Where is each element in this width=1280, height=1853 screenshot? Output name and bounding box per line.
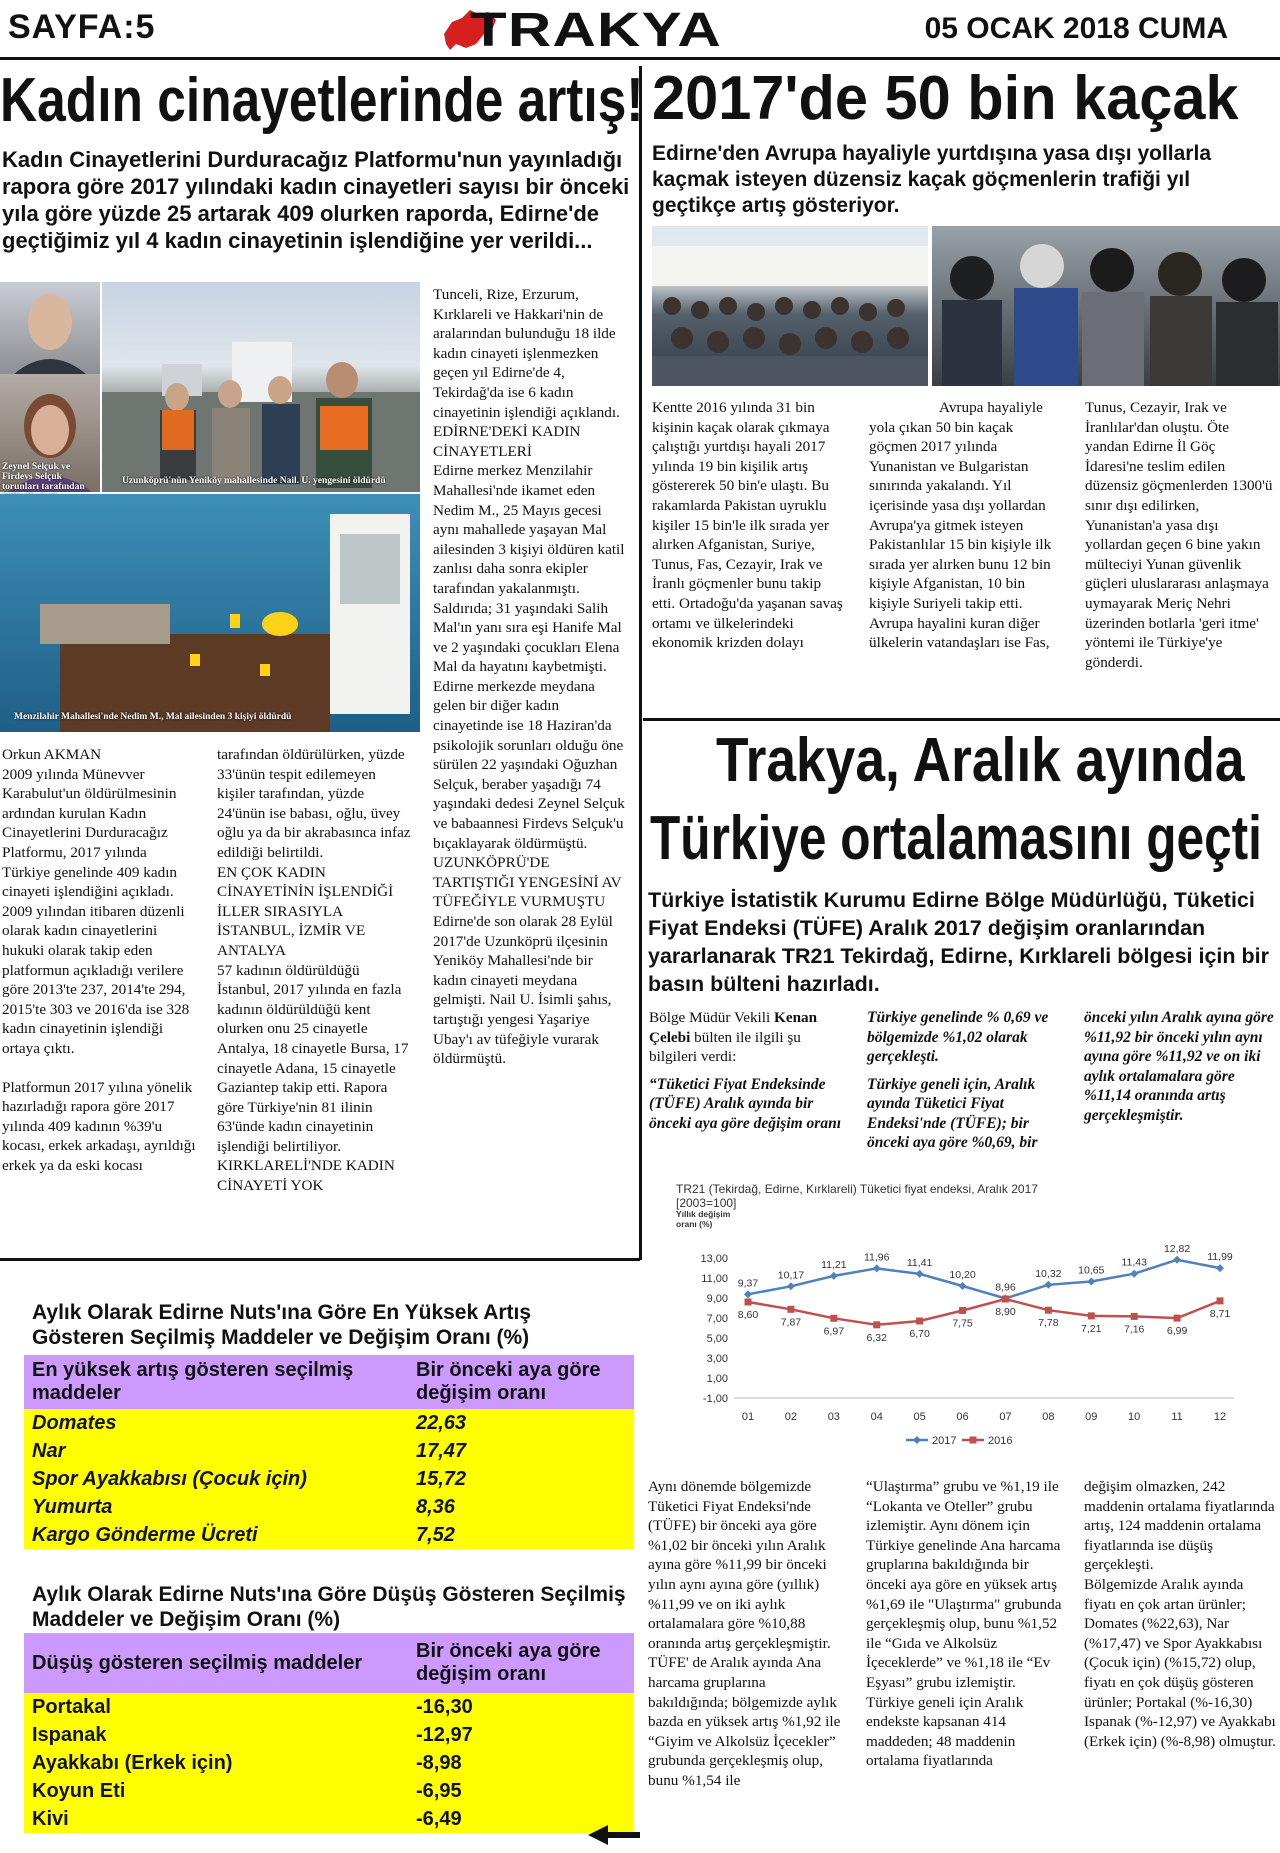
data-point: [830, 1315, 837, 1322]
paragraph: değişim olmazken, 242 maddenin ortalama fiyatlarında artış, 124 maddenin ortalama fiyatlarında ise düşüş gerçekleşti.: [1084, 1478, 1275, 1574]
data-point: [787, 1282, 795, 1290]
arrow-left-icon: [586, 1822, 642, 1848]
paragraph: tarafından öldürülürken, yüzde 33'ünün tespit edilemeyen kişiler tarafından, yüzde 24'ünün ise babası, oğlu, üvey oğlu ya da bir akrabasınca infaz edildiği belirtildi.: [217, 746, 411, 861]
data-label: 8,96: [995, 1281, 1016, 1294]
article3-intro-column: [649, 1008, 849, 1133]
portrait-photo-woman: [0, 374, 100, 492]
chart-legend: [906, 1435, 1012, 1447]
article1-column-1: [2, 745, 198, 1175]
table-cell-item: Domates: [24, 1409, 408, 1437]
migrants-van-photo: [932, 226, 1280, 386]
article2-column-3: Tunus, Cezayir, Irak ve İranlılar'dan oluştu. Öte yandan Edirne İl Göç İdaresi'ne teslim edilen düzensiz göçmenlerden 1300'ü sınır dışı edilirken, Yunanistan'a yasa dışı yollardan geçen 6 bine yakın mülteciyi Yunan güvenlik güçleri uluslararası anlaşmaya uymayarak Meriç Nehri üzerinden botlarla 'geri itme' yöntemi ile Türkiye'ye gönderdi.: [1085, 399, 1273, 671]
table-cell-value: 22,63: [408, 1409, 634, 1437]
byline: Orkun AKMAN: [2, 746, 102, 763]
subheading: KIRKLARELİ'NDE KADIN CİNAYETİ YOK: [217, 1157, 395, 1195]
paragraph: Türkiye geneli için Aralık endekste kapsanan 414 maddeden; 48 maddenin ortalama fiyatlarında: [866, 1693, 1024, 1770]
x-tick-label: 03: [827, 1411, 840, 1423]
data-label: 8,60: [737, 1309, 759, 1321]
y-tick-label: 11,00: [701, 1273, 728, 1285]
table-cell-value: -6,49: [408, 1805, 634, 1833]
data-label: 7,21: [1081, 1322, 1102, 1335]
official-name: Kenan Çelebi: [649, 1009, 818, 1046]
table-header-change: Bir önceki aya göre değişim oranı: [408, 1355, 634, 1409]
data-point: [1173, 1256, 1181, 1264]
table-row: [24, 1521, 634, 1549]
table-top-decreases: [24, 1633, 634, 1833]
data-label: 7,16: [1123, 1323, 1145, 1336]
x-tick-label: 11: [1171, 1411, 1183, 1423]
article2-headline: 2017'de 50 bin kaçak: [652, 64, 1239, 133]
data-point: [1217, 1297, 1224, 1304]
data-point: [1131, 1313, 1138, 1320]
data-label: 8,90: [995, 1306, 1016, 1318]
page-number: SAYFA:5: [8, 8, 156, 46]
paragraph: TÜFE' de Aralık ayında Ana harcama gruplarına bakıldığında; bölgemizde aylık bazda en yüksek artış %1,92 ile “Giyim ve Alkolsüz İçecekler” grubunda gerçekleşmiş olup, bunu %1,54 ile: [648, 1654, 841, 1789]
paragraph: “Ulaştırma” grubu ve %1,19 ile “Lokanta ve Oteller” grubu izlemiştir. Aynı dönem için Türkiye genelinde Ana harcama gruplarına bakıldığında bir önceki aya göre en yüksek artış %1,69 ile "Ulaştırma" grubunda gerçekleşmiş olup, bunu %1,52 ile “Gıda ve Alkolsüz İçeceklerde” ve %1,18 ile “Ev Eşyası” grubu izlemiştir.: [866, 1478, 1062, 1691]
intro-text: Bölge Müdür Vekili: [649, 1009, 771, 1026]
caption-room: Menzilahir Mahallesi'nde Nedim M., Mal ailesinden 3 kişiyi öldürdü: [14, 712, 292, 722]
newspaper-logo: [440, 3, 722, 57]
data-point: [787, 1306, 794, 1313]
x-tick-label: 04: [870, 1411, 883, 1423]
table-cell-item: Yumurta: [24, 1493, 408, 1521]
table-cell-value: 15,72: [408, 1465, 634, 1493]
data-point: [873, 1264, 881, 1272]
table-cell-value: 7,52: [408, 1521, 634, 1549]
issue-date: 05 OCAK 2018 CUMA: [924, 12, 1228, 45]
table-row: [24, 1693, 634, 1721]
x-tick-label: 06: [956, 1411, 969, 1423]
article1-column-3: [433, 285, 629, 1069]
data-label: 6,70: [909, 1328, 930, 1340]
table-row: [24, 1493, 634, 1521]
article2-column-2: Avrupa hayaliyle yola çıkan 50 bin kaçak göçmen 2017 yılında Yunanistan ve Bulgaristan sınırında yakalandı. Yıl içerisinde yasa dışı yollardan Avrupa'ya gitmek isteyen Pakistanlılar 15 bin kişiyle ilk sırada yer alırken bunu 12 bin kişiyle Afganistan, 10 bin kişiyle Suriyeli takip etti. Avrupa hayalini kuran diğer ülkelerin vatandaşları ise Fas,: [869, 399, 1052, 652]
article3-column-2: [866, 1477, 1062, 1771]
data-label: 11,41: [906, 1256, 933, 1269]
table-down-title: Aylık Olarak Edirne Nuts'ına Göre Düşüş Gösteren Seçilmiş Maddeler ve Değişim Oranı (%): [32, 1583, 626, 1631]
article3-headline-line2: Türkiye ortalamasını geçti: [650, 804, 1262, 873]
x-tick-label: 01: [741, 1411, 755, 1423]
data-label: 8,71: [1209, 1307, 1231, 1320]
data-point: [1002, 1296, 1009, 1303]
y-tick-label: 7,00: [706, 1313, 728, 1325]
chart-ylabel-wrap: [676, 1210, 750, 1246]
paragraph: Tunceli, Rize, Erzurum, Kırklareli ve Hakkari'nin de aralarından bulunduğu 18 ilde kadın cinayeti işlenmezken geçen yıl Edirne'de 4, Tekirdağ'da ise 6 kadın cinayetinin işlendiği açıklandı.: [433, 286, 620, 421]
y-tick-label: 9,00: [706, 1293, 728, 1305]
chart-ylabel: Yıllık değişim oranı (%): [676, 1209, 731, 1229]
table-row: [24, 1721, 634, 1749]
data-point: [745, 1299, 752, 1306]
x-tick-label: 09: [1085, 1411, 1098, 1423]
y-tick-label: 13,00: [700, 1253, 728, 1265]
data-label: 11,96: [863, 1251, 890, 1264]
quote-text: Türkiye geneli için, Aralık ayında Tüketici Fiyat Endeksi'nde (TÜFE); bir önceki aya göre %0,69, bir: [867, 1075, 1038, 1151]
table-row: [24, 1437, 634, 1465]
y-tick-label: 1,00: [706, 1373, 728, 1385]
data-label: 7,75: [952, 1317, 973, 1330]
quote-text: “Tüketici Fiyat Endeksinde (TÜFE) Aralık ayında bir önceki aya göre değişim oranı: [649, 1075, 842, 1132]
data-point: [916, 1270, 924, 1278]
chart-y-axis: [700, 1253, 728, 1405]
table-cell-value: -6,95: [408, 1777, 634, 1805]
table-cell-item: Kivi: [24, 1805, 408, 1833]
section-rule: [0, 1258, 640, 1261]
data-label: 10,32: [1035, 1267, 1062, 1280]
table-cell-value: 8,36: [408, 1493, 634, 1521]
article3-lead: Türkiye İstatistik Kurumu Edirne Bölge Müdürlüğü, Tüketici Fiyat Endeksi (TÜFE) Aralık 2017 değişim oranlarından yararlanarak TR21 Tekirdağ, Edirne, Kırklareli bölgesi için bir basın bülteni hazırladı.: [648, 888, 1269, 996]
data-label: 11,21: [821, 1258, 847, 1271]
y-tick-label: -1,00: [702, 1393, 728, 1405]
x-tick-label: 08: [1042, 1411, 1055, 1423]
table-cell-item: Nar: [24, 1437, 408, 1465]
data-label: 10,17: [777, 1269, 805, 1282]
chart-title: TR21 (Tekirdağ, Edirne, Kırklareli) Tüketici fiyat endeksi, Aralık 2017: [676, 1182, 1038, 1196]
legend-label: 2016: [988, 1435, 1013, 1447]
y-tick-label: 3,00: [706, 1353, 728, 1365]
data-point: [1174, 1315, 1181, 1322]
data-point: [1130, 1270, 1138, 1278]
legend-marker: [970, 1437, 977, 1444]
y-tick-label: 5,00: [706, 1333, 728, 1345]
article2-lead: Edirne'den Avrupa hayaliyle yurtdışına yasa dışı yollarla kaçmak isteyen düzensiz kaçak göçmenlerin trafiği yıl geçtikçe artış gösteriyor.: [652, 142, 1211, 217]
data-label: 11,99: [1207, 1251, 1233, 1264]
data-point: [1045, 1307, 1052, 1314]
logo-text: TRAKYA: [470, 3, 722, 57]
data-point: [1216, 1264, 1224, 1272]
intro-text: bülten ile ilgili şu bilgileri verdi:: [649, 1028, 801, 1066]
data-label: 11,43: [1121, 1256, 1147, 1269]
data-label: 10,20: [949, 1269, 976, 1281]
table-cell-value: -12,97: [408, 1721, 634, 1749]
table-cell-item: Koyun Eti: [24, 1777, 408, 1805]
table-row: [24, 1805, 634, 1833]
data-point: [744, 1290, 752, 1298]
data-label: 9,37: [737, 1277, 759, 1290]
table-row: [24, 1465, 634, 1493]
data-label: 6,97: [823, 1325, 845, 1338]
table-row: [24, 1409, 634, 1437]
cpi-line-chart: [644, 1176, 1280, 1468]
paragraph: Edirne merkez Menzilahir Mahallesi'nde ikamet eden Nedim M., 25 Mayıs gecesi aynı mahallede yaşayan Mal ailesinden 3 kişiyi öldüren katil zanlısı daha sonra ekipler tarafından yakalanmıştı. Saldırıda; 31 yaşındaki Salih Mal'ın yanı sıra eşi Hanife Mal ve 2 yaşındaki çocukları Elena Mal da hayatını kaybetmişti. Edirne merkezde meydana gelen bir diğer kadın cinayetinde ise 18 Haziran'da psikolojik sorunları olduğu öne sürülen 22 yaşındaki Oğuzhan Selçuk, beraber yaşadığı 74 yaşındaki dedesi Zeynel Selçuk ve babaannesi Firdevs Selçuk'u bıçaklayarak öldürmüştü.: [433, 462, 625, 852]
data-point: [830, 1272, 838, 1280]
paragraph: 2009 yılında Münevver Karabulut'un öldürülmesinin ardından kurulan Kadın Cinayetlerini Durduracağız Platformu, 2017 yılında Türkiye genelinde 409 kadın cinayeti işlendiğini açıkladı. 2009 yılından itibaren düzenli olarak kadın cinayetlerini hukuki olarak takip eden platformun açıkladığı verilere göre 2013'te 237, 2014'te 294, 2015'te 303 ve 2016'da ise 328 kadın cinayetinin işlendiği ortaya çıktı.: [2, 765, 190, 1057]
data-label: 7,87: [780, 1316, 802, 1329]
chart-subtitle: [2003=100]: [676, 1196, 737, 1210]
data-label: 10,65: [1078, 1264, 1105, 1277]
crime-scene-room-photo: [0, 494, 420, 732]
x-tick-label: 05: [913, 1411, 926, 1423]
data-point: [959, 1282, 967, 1290]
x-tick-label: 02: [784, 1411, 798, 1423]
table-cell-value: -8,98: [408, 1749, 634, 1777]
legend-label: 2017: [932, 1435, 957, 1447]
paragraph: 57 kadının öldürüldüğü İstanbul, 2017 yılında en fazla kadının öldürüldüğü kent olurken onu 25 cinayetle Antalya, 18 cinayetle Bursa, 17 cinayetle Adana, 15 cinayetle Gaziantep takip etti. Rapora göre Türkiye'nin 81 ilinin 63'ünde kadın cinayetinin işlendiği belirtiliyor.: [217, 961, 409, 1155]
legend-marker: [913, 1436, 921, 1444]
section-rule: [643, 718, 1280, 721]
article1-lead: Kadın Cinayetlerini Durduracağız Platformu'nun yayınladığı rapora göre 2017 yılındaki kadın cinayetleri sayısı bir önceki yıla göre yüzde 25 artarak 409 olurken raporda, Edirne'de geçtiğimiz yıl 4 kadın cinayetinin işlendiğine yer verildi...: [2, 147, 630, 253]
table-top-increases: [24, 1355, 634, 1549]
portrait-photo-man: [0, 282, 100, 374]
data-point: [916, 1318, 923, 1325]
article3-column-3: [1084, 1477, 1278, 1751]
table-up-title: Aylık Olarak Edirne Nuts'ına Göre En Yüksek Artış Gösteren Seçilmiş Maddeler ve Değişim Oranı (%): [32, 1301, 532, 1349]
street-scene-photo: [102, 282, 420, 492]
table-header-change: Bir önceki aya göre değişim oranı: [408, 1633, 634, 1693]
paragraph: Edirne'de son olarak 28 Eylül 2017'de Uzunköprü ilçesinin Yeniköy Mahallesi'nde bir kadın cinayeti meydana gelmişti. Nail U. İsimli şahıs, tartıştığı yengesi Yaşariye Ubay'ı av tüfeğiyle vurarak öldürmüştü.: [433, 913, 613, 1068]
table-cell-item: Ispanak: [24, 1721, 408, 1749]
table-cell-item: Kargo Gönderme Ücreti: [24, 1521, 408, 1549]
subheading: UZUNKÖPRÜ'DE TARTIŞTIĞI YENGESİNİ AV TÜFEĞİYLE VURMUŞTU: [433, 854, 622, 911]
migrants-crowd-photo: [652, 226, 928, 386]
table-cell-value: 17,47: [408, 1437, 634, 1465]
data-label: 7,78: [1038, 1317, 1059, 1330]
data-label: 12,82: [1163, 1242, 1191, 1255]
article3-headline-line1: Trakya, Aralık ayında: [716, 726, 1245, 795]
series-line-2016: [748, 1299, 1220, 1325]
subheading: EDİRNE'DEKİ KADIN CİNAYETLERİ: [433, 423, 581, 460]
caption-portraits: Zeynel Selçuk ve Firdevs Selçuk torunları tarafından: [2, 462, 85, 492]
paragraph-gap: [2, 1059, 198, 1078]
article3-quote-column-2: [867, 1008, 1063, 1153]
article1-column-2: [217, 745, 413, 1196]
chart-series-group: [738, 1243, 1233, 1344]
data-point: [959, 1307, 966, 1314]
table-cell-item: Ayakkabı (Erkek için): [24, 1749, 408, 1777]
article2-column-1: Kentte 2016 yılında 31 bin kişinin kaçak olarak çıkmaya çalıştığı yurtdışı hayali 2017 yılında 19 bin kişilik artış göstererek 50 bin'e ulaştı. Bu rakamlarda Pakistan uyruklu kişiler 15 bin'le ilk sırada yer alırken Afganistan, Suriye, Tunus, Fas, Cezayir, Irak ve İranlı göçmenler bunu takip etti. Ortadoğu'da yaşanan savaş ortamı ve ülkelerindeki ekonomik krizden dolayı: [652, 399, 843, 652]
table-row: [24, 1749, 634, 1777]
table-cell-item: Spor Ayakkabısı (Çocuk için): [24, 1465, 408, 1493]
column-rule: [639, 66, 642, 1260]
caption-street: Uzunköprü'nün Yeniköy mahallesinde Nail. U. yengesini öldürdü: [122, 476, 386, 486]
x-tick-label: 07: [999, 1411, 1012, 1423]
table-row: [24, 1777, 634, 1805]
data-point: [873, 1321, 880, 1328]
data-label: 6,32: [866, 1331, 887, 1344]
table-header-item: Düşüş gösteren seçilmiş maddeler: [24, 1633, 408, 1693]
table-cell-value: -16,30: [408, 1693, 634, 1721]
article3-column-1: [648, 1477, 844, 1791]
data-point: [1087, 1278, 1095, 1286]
article1-headline: Kadın cinayetlerinde artış!: [0, 66, 644, 135]
subheading: EN ÇOK KADIN CİNAYETİNİN İŞLENDİĞİ İLLER SIRASIYLA İSTANBUL, İZMİR VE ANTALYA: [217, 863, 394, 959]
chart-x-axis: [734, 1398, 1234, 1423]
data-point: [1088, 1312, 1095, 1319]
data-point: [1044, 1281, 1052, 1289]
series-line-2017: [748, 1260, 1220, 1299]
paragraph: Bölgemizde Aralık ayında fiyatı en çok artan ürünler; Domates (%22,63), Nar (%17,47) ve Spor Ayakkabısı (Çocuk için) (%15,72) olup, fiyatı en çok düşüş gösteren ürünler; Portakal (%-16,30) Ispanak (%-12,97) ve Ayakkabı (Erkek için) (%-8,98) olmuştur.: [1084, 1575, 1276, 1750]
x-tick-label: 10: [1128, 1411, 1141, 1423]
masthead: [0, 0, 1280, 60]
article3-quote-column-3: önceki yılın Aralık ayına göre %11,92 bir önceki yılın aynı ayına göre %11,92 ve on iki aylık ortalamalara göre %11,14 oranında artış gerçekleşmiştir.: [1084, 1009, 1274, 1124]
quote-text: Türkiye genelinde % 0,69 ve bölgemizde %1,02 olarak gerçekleşti.: [867, 1009, 1049, 1065]
table-header-item: En yüksek artış gösteren seçilmiş maddeler: [24, 1355, 408, 1409]
x-tick-label: 12: [1213, 1411, 1227, 1423]
paragraph: Aynı dönemde bölgemizde Tüketici Fiyat Endeksi'nde (TÜFE) bir önceki aya göre %1,02 bir önceki yılın Aralık ayına göre %11,99 bir önceki yılın aynı ayına göre (yıllık) %11,99 ve on iki aylık ortalamalara göre %10,88 oranında artış gerçekleşmiştir.: [648, 1478, 831, 1652]
paragraph: Platformun 2017 yılına yönelik hazırladığı rapora göre 2017 yılında 409 kadının %39'u kocası, erkek arkadaşı, ayrıldığı erkek ya da eski kocası: [2, 1078, 196, 1174]
data-label: 6,99: [1166, 1325, 1188, 1338]
table-cell-item: Portakal: [24, 1693, 408, 1721]
